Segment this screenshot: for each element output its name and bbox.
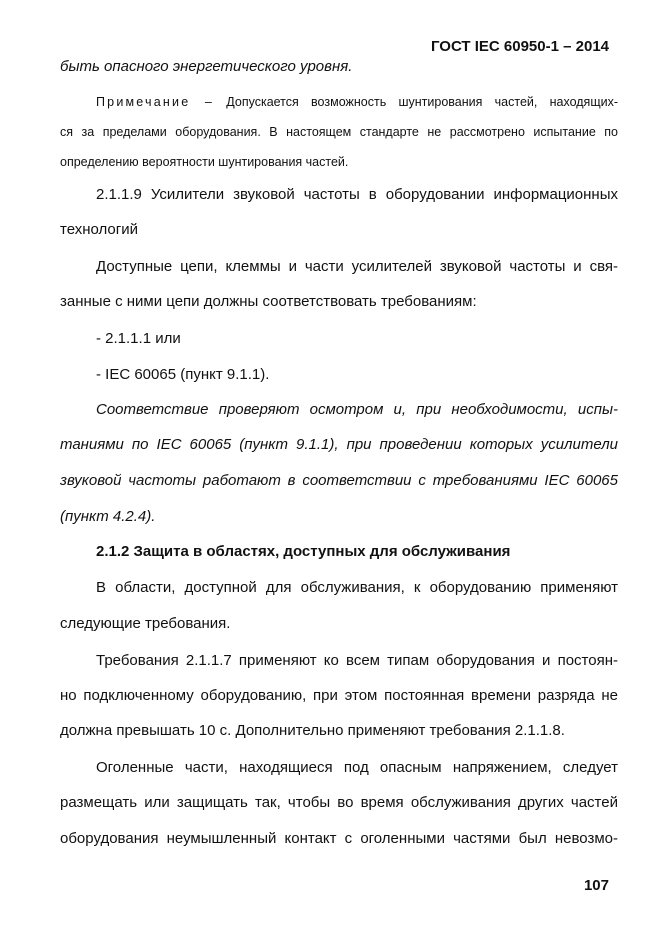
section-heading: 2.1.2 Защита в областях, доступных для обслуживания — [96, 543, 511, 560]
text-line: (пункт 4.2.4). — [60, 508, 156, 525]
section-heading-cont: технологий — [60, 221, 139, 238]
text-line: Доступные цепи, клеммы и части усилителей звуковой частоты и свя- — [96, 258, 618, 275]
text-line: Соответствие проверяют осмотром и, при необходимости, испы- — [96, 401, 618, 418]
section-heading: 2.1.1.9 Усилители звуковой частоты в оборудовании информационных — [96, 186, 618, 203]
note-line: определению вероятности шунтирования частей. — [60, 155, 349, 169]
text-line: В области, доступной для обслуживания, к оборудованию применяют — [96, 579, 618, 596]
page-number: 107 — [583, 877, 609, 894]
text-line: Требования 2.1.1.7 применяют ко всем типам оборудования и постоян- — [96, 652, 618, 669]
text-line: звуковой частоты работают в соответствии с требованиями IEC 60065 — [60, 472, 618, 489]
text-line: следующие требования. — [60, 615, 231, 632]
text-line: размещать или защищать так, чтобы во время обслуживания других частей — [60, 794, 618, 811]
note-text: Допускается возможность шунтирования частей, находящих- — [226, 95, 618, 109]
note-line — [96, 92, 618, 112]
text-line: быть опасного энергетического уровня. — [60, 58, 353, 75]
text-line: оборудования неумышленный контакт с оголенными частями был невозмо- — [60, 830, 618, 847]
text-line: должна превышать 10 с. Дополнительно применяют требования 2.1.1.8. — [60, 722, 565, 739]
text-line: таниями по IEC 60065 (пункт 9.1.1), при проведении которых усилители — [60, 436, 618, 453]
list-item: - 2.1.1.1 или — [96, 330, 181, 347]
document-header: ГОСТ IEC 60950-1 – 2014 — [430, 38, 609, 55]
text-line: но подключенному оборудованию, при этом постоянная времени разряда не — [60, 687, 618, 704]
text-line: Оголенные части, находящиеся под опасным напряжением, следует — [96, 759, 618, 776]
note-line: ся за пределами оборудования. В настоящем стандарте не рассмотрено испытание по — [60, 125, 618, 139]
text-line: занные с ними цепи должны соответствовать требованиям: — [60, 293, 477, 310]
note-label: Примечание – — [96, 95, 214, 109]
list-item: - IEC 60065 (пункт 9.1.1). — [96, 366, 270, 383]
